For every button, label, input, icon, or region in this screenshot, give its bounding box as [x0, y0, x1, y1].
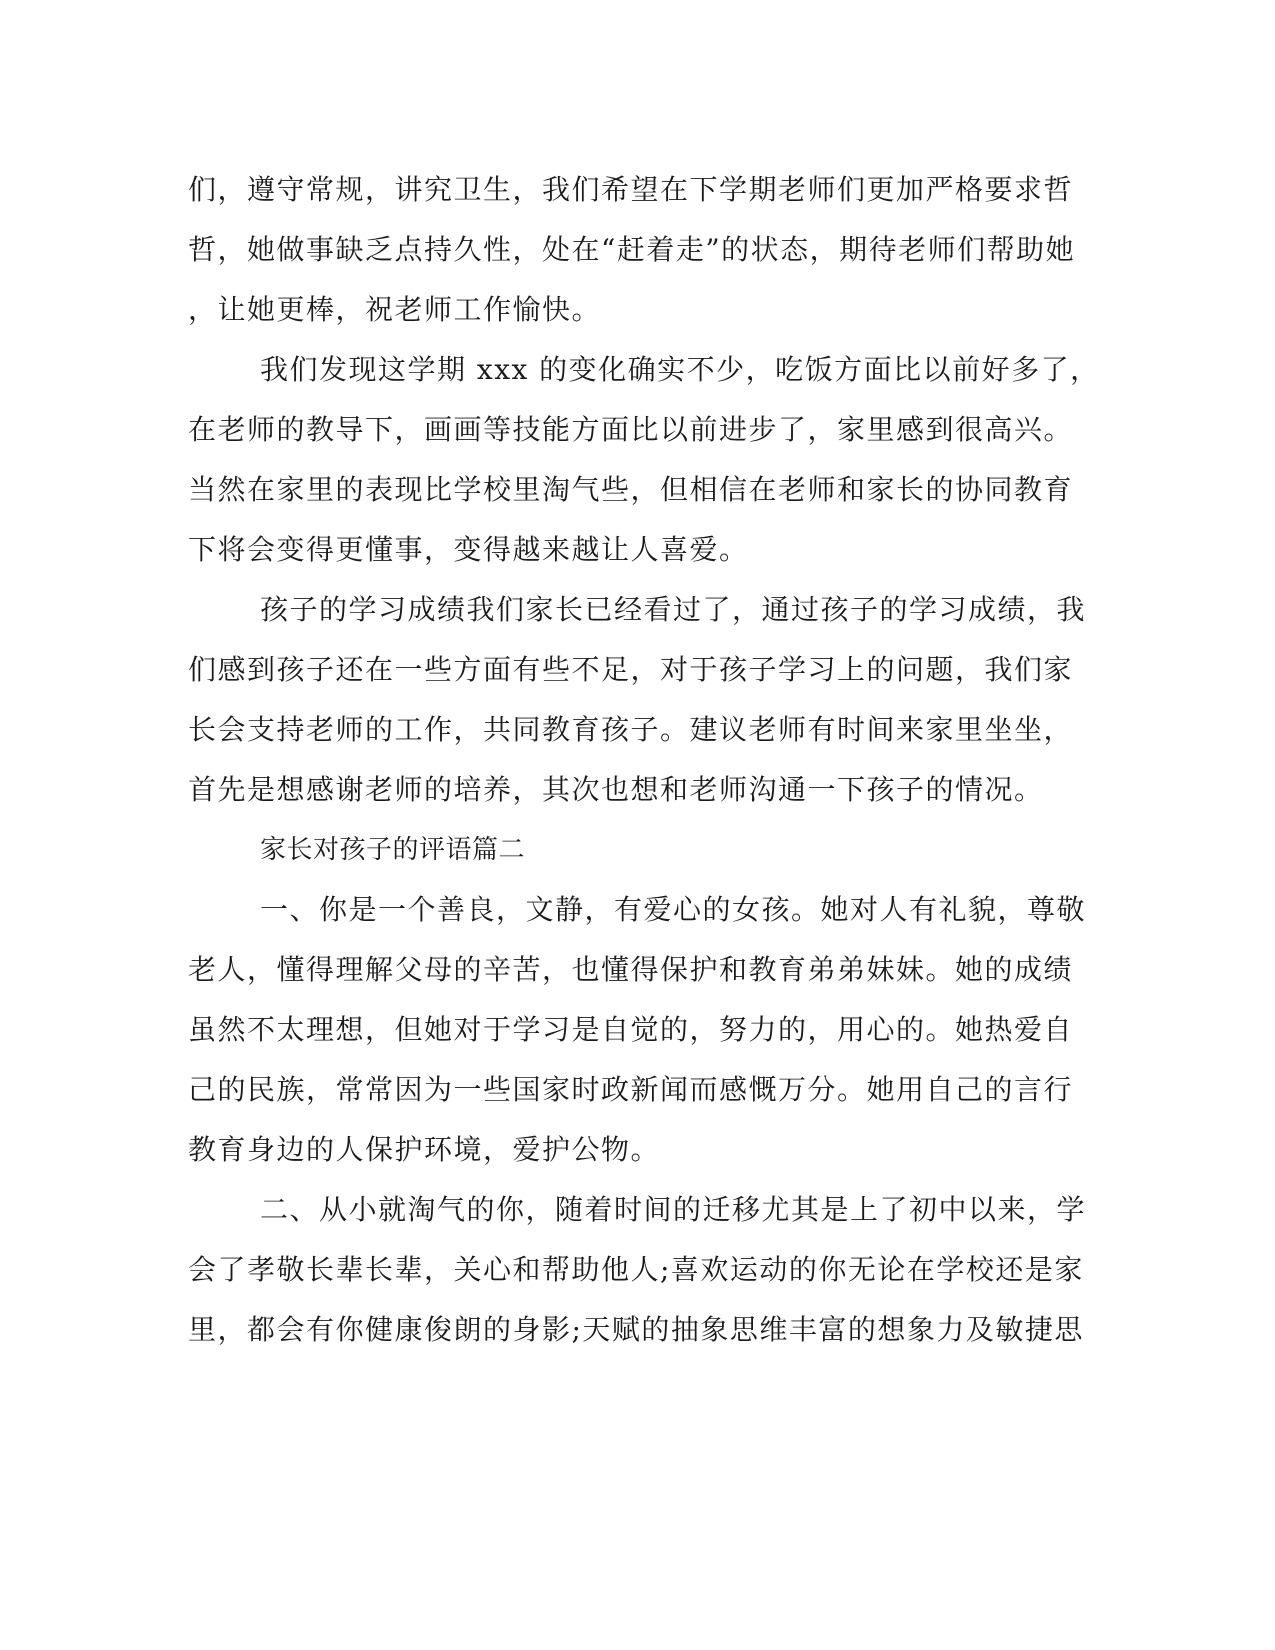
text-line: 虽然不太理想，但她对于学习是自觉的，努力的，用心的。她热爱自 [188, 1013, 1074, 1046]
paragraph-start-line: 孩子的学习成绩我们家长已经看过了，通过孩子的学习成绩，我 [260, 593, 1087, 626]
text-line: 当然在家里的表现比学校里淘气些，但相信在老师和家长的协同教育 [188, 473, 1074, 506]
document-body [188, 160, 1100, 1360]
text-line: 里，都会有你健康俊朗的身影;天赋的抽象思维丰富的想象力及敏捷思 [188, 1313, 1084, 1346]
text-line: 首先是想感谢老师的培养，其次也想和老师沟通一下孩子的情况。 [188, 773, 1044, 806]
text-line: ，让她更棒，祝老师工作愉快。 [188, 293, 602, 326]
text-line: 们，遵守常规，讲究卫生，我们希望在下学期老师们更加严格要求哲 [188, 173, 1074, 206]
text-line: 教育身边的人保护环境，爱护公物。 [188, 1133, 661, 1166]
text-line: 长会支持老师的工作，共同教育孩子。建议老师有时间来家里坐坐， [188, 713, 1074, 746]
text-line: 在老师的教导下，画画等技能方面比以前进步了，家里感到很高兴。 [188, 413, 1074, 446]
paragraph-start-line: 一、你是一个善良，文静，有爱心的女孩。她对人有礼貌，尊敬 [260, 893, 1087, 926]
text-line: 老人，懂得理解父母的辛苦，也懂得保护和教育弟弟妹妹。她的成绩 [188, 953, 1074, 986]
text-line: 会了孝敬长辈长辈，关心和帮助他人;喜欢运动的你无论在学校还是家 [188, 1253, 1084, 1286]
paragraph-start-line: 我们发现这学期 xxx 的变化确实不少，吃饭方面比以前好多了， [260, 353, 1100, 386]
section-heading: 家长对孩子的评语篇二 [260, 835, 526, 865]
text-line: 们感到孩子还在一些方面有些不足，对于孩子学习上的问题，我们家 [188, 653, 1074, 686]
text-line: 下将会变得更懂事，变得越来越让人喜爱。 [188, 533, 749, 566]
paragraph-start-line: 二、从小就淘气的你，随着时间的迁移尤其是上了初中以来，学 [260, 1193, 1087, 1226]
text-line: 哲，她做事缺乏点持久性，处在“赶着走”的状态，期待老师们帮助她 [188, 233, 1076, 266]
text-line: 己的民族，常常因为一些国家时政新闻而感慨万分。她用自己的言行 [188, 1073, 1074, 1106]
